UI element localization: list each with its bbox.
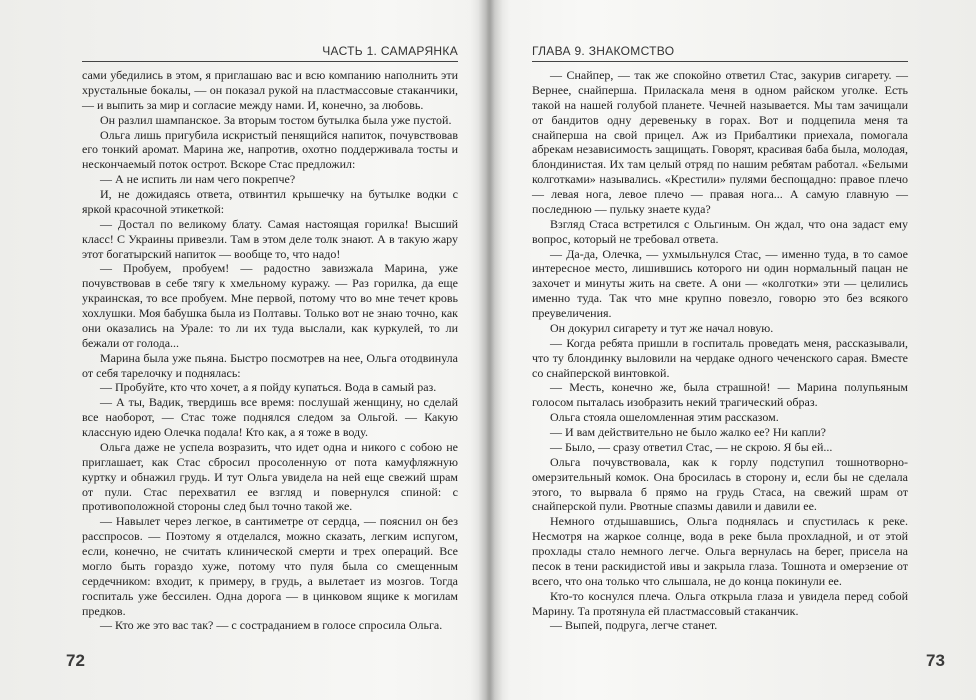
paragraph: сами убедились в этом, я приглашаю вас и всю компанию наполнить эти хрустальные бокалы, — он показал рукой на пластмассовые стаканчики, — и выпить за мир и согласие между нами. И, конечно, за любовь. (82, 68, 458, 112)
paragraph: Он докурил сигарету и тут же начал новую. (550, 320, 774, 335)
paragraph: — А не испить ли нам чего покрепче? (100, 172, 296, 187)
paragraph: — Месть, конечно же, была страшной! — Марина полупьяным голосом пыталась изобразить некий трагический образ. (532, 380, 908, 410)
paragraph: — Да-да, Олечка, — ухмыльнулся Стас, — именно туда, в то самое интересное место, лишившись которого ни один нормальный пацан не захочет и минуты жить на свете. А они — «колготки» эти — целились именно туда. Так что мне крупно повезло, говорю это без всякого преувеличения. (532, 246, 908, 320)
header-rule-left (82, 61, 458, 62)
header-rule-right (532, 61, 908, 62)
paragraph: — Пробуем, пробуем! — радостно завизжала Марина, уже почувствовав в себе тягу к хмельному куражу. — Раз горилка, да еще украинская, то все пробуем. Мне первой, потому что во мне течет кровь хохлушки. Моя бабушка была из Полтавы. Только вот не знаю точно, как они оказались на Урале: то ли их туда выслали, как куркулей, то ли бежали от голода... (82, 261, 458, 350)
running-head-left: ЧАСТЬ 1. САМАРЯНКА (322, 44, 458, 58)
paragraph: Немного отдышавшись, Ольга поднялась и спустилась к реке. Несмотря на жаркое солнце, вода в реке была прохладной, и от этой прохлады стало немного легче. Ольга вернулась на берег, присела на песок в тени раскидистой ивы и закрыла глаза. Тошнота и омерзение от всего, что она только что слышала, не до конца покинули ее. (532, 514, 908, 588)
paragraph: — Достал по великому блату. Самая настоящая горилка! Высший класс! С Украины привезли. Там в этом деле толк знают. А в такую жару этот богатырский напиток — вообще то, что надо! (82, 216, 458, 261)
paragraph: — А ты, Вадик, твердишь все время: послушай женщину, но сделай все наоборот, — Стас тоже поднялся следом за Ольгой. — Какую классную идею Олечка подала! Кто как, а я тоже в воду. (82, 395, 458, 439)
page-number-right: 73 (926, 651, 945, 670)
paragraph: И, не дожидаясь ответа, отвинтил крышечку на бутылке водки с яркой красочной этикеткой: (82, 187, 458, 216)
paragraph: — И вам действительно не было жалко ее? Ни капли? (550, 425, 826, 439)
right-page (490, 0, 976, 700)
paragraph: Ольга почувствовала, как к горлу подступил тошнотворно-омерзительный комок. Она бросилась в сторону и, если бы не сделала этого, то вырвала б прямо на грудь Стаса, на свежий шрам от снайперской пули. Рвотные спазмы давили и давили ее. (532, 454, 908, 514)
book-gutter-shadow (470, 0, 510, 700)
paragraph: Ольга стояла ошеломленная этим рассказом. (550, 410, 779, 425)
paragraph: — Выпей, подруга, легче станет. (550, 618, 718, 633)
paragraph: — Кто же это вас так? — с состраданием в голосе спросила Ольга. (100, 618, 443, 633)
paragraph: Взгляд Стаса встретился с Ольгиным. Он ждал, что она задаст ему вопрос, который не требовал ответа. (532, 216, 908, 246)
paragraph: — Снайпер, — так же спокойно ответил Стас, закурив сигарету. — Вернее, снайперша. Приласкала меня в одном райском уголке. Есть такой на нашей голубой планете. Чечней называется. Мы там зачищали от бандитов одну деревеньку в горах. Вот и подцепила меня та снайперша на свой прицел. Аж из Прибалтики приехала, помогала абрекам независимость защищать. Говорят, красивая баба была, молодая, блондинистая. Их там целый отряд по нашим ребятам работал. «Белыми колготками» назывались. «Крестили» пулями беспощадно: правое плечо — левая нога, левое плечо — правая нога... А самую главную — последнюю — пульку знаете куда? (532, 68, 908, 216)
paragraph: Он разлил шампанское. За вторым тостом бутылка была уже пустой. (100, 112, 452, 127)
paragraph: Ольга даже не успела возразить, что идет одна и никого с собою не приглашает, как Стас сбросил просоленную от пота камуфляжную куртку и обнажил грудь. И тут Ольга увидела на ней еще свежий шрам от пули. Стас перехватил ее взгляд и повернулся спиной: с противоположной стороны след был точно такой же. (82, 439, 458, 514)
body-text-left (82, 68, 458, 633)
paragraph: Кто-то коснулся плеча. Ольга открыла глаза и увидела перед собой Марину. Та протянула ей пластмассовый стаканчик. (532, 588, 908, 618)
body-text-right (532, 68, 908, 633)
paragraph: Марина была уже пьяна. Быстро посмотрев на нее, Ольга отодвинула от себя тарелочку и поднялась: (82, 350, 458, 380)
paragraph: Ольга лишь пригубила искристый пенящийся напиток, почувствовав его тонкий аромат. Марина же, напротив, охотно поддерживала тосты и нескончаемый поток острот. Вскоре Стас предложил: (82, 127, 458, 172)
paragraph: — Навылет через легкое, в сантиметре от сердца, — пояснил он без расспросов. — Поэтому я отделался, можно сказать, легким испугом, если, конечно, не считать клинической смерти и трех операций. Все могло быть гораздо хуже, потому что пуля была со смещенным сердечником: входит, к примеру, в грудь, а вылетает из мозгов. Тогда госпиталь уже бессилен. Одна дорога — в цинковом ящике к могилам предков. (82, 514, 458, 618)
paragraph: — Было, — сразу ответил Стас, — не скрою. Я бы ей... (550, 439, 833, 454)
paragraph: — Когда ребята пришли в госпиталь проведать меня, рассказывали, что ту блондинку выловили на чердаке одного чеченского сарая. Вместе со снайперской винтовкой. (532, 335, 908, 380)
page-number-left: 72 (66, 651, 85, 670)
paragraph: — Пробуйте, кто что хочет, а я пойду купаться. Вода в самый раз. (100, 380, 437, 395)
running-head-right: ГЛАВА 9. ЗНАКОМСТВО (532, 44, 675, 58)
